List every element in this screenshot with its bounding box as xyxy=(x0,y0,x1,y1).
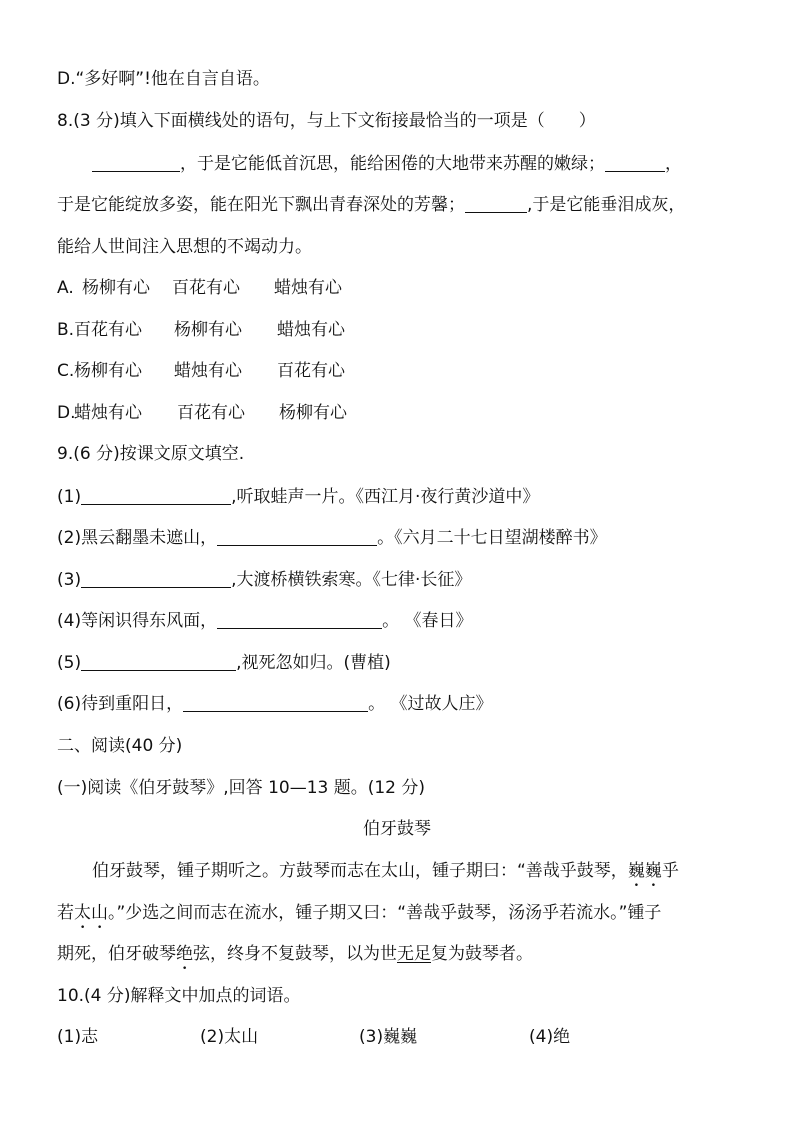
item-text: 。《六月二十七日望湖楼醉书》 xyxy=(377,528,607,548)
option-item: 杨柳有心 xyxy=(82,278,150,298)
passage-text: 弦，终身不复鼓琴，以为世 xyxy=(193,944,397,964)
answer-blank[interactable] xyxy=(92,154,180,172)
option-item: 杨柳有心 xyxy=(74,361,142,381)
answer-blank[interactable] xyxy=(217,528,377,546)
option-item: 蜡烛有心 xyxy=(74,403,142,423)
q10-stem: 10.(4 分)解释文中加点的词语。 xyxy=(57,986,301,1006)
option-item: 蜡烛有心 xyxy=(277,320,345,340)
option-item: 蜡烛有心 xyxy=(174,361,242,381)
item-number: (5) xyxy=(57,653,82,673)
item-text: ,听取蛙声一片。《西江月·夜行黄沙道中》 xyxy=(231,487,540,507)
option-item: 百花有心 xyxy=(172,278,240,298)
q8-stem: 8.(3 分)填入下面横线处的语句，与上下文衔接最恰当的一项是（ ） xyxy=(57,111,596,131)
dotted-word: 志 xyxy=(347,861,364,881)
q8-text: ， xyxy=(665,154,682,174)
q10-item: (3)巍巍 xyxy=(359,1027,418,1047)
passage-text: 乎 xyxy=(661,861,679,881)
q8-text: ，于是它能低首沉思，能给困倦的大地带来苏醒的嫩绿； xyxy=(180,154,605,174)
answer-blank[interactable] xyxy=(217,611,382,629)
passage-line-3 xyxy=(57,943,533,974)
item-text: 待到重阳日， xyxy=(81,694,184,714)
option-letter: C. xyxy=(57,361,75,381)
passage-text: 期死，伯牙破琴 xyxy=(57,944,176,964)
answer-blank[interactable] xyxy=(465,195,527,213)
item-number: (3) xyxy=(57,570,82,590)
passage-title: 伯牙鼓琴 xyxy=(363,819,431,839)
passage-line-2 xyxy=(57,902,661,933)
item-number: (6) xyxy=(57,694,82,714)
option-letter: A. xyxy=(57,278,74,298)
passage-line-1 xyxy=(92,860,679,891)
dotted-word: 巍巍 xyxy=(627,861,662,881)
q10-item: (1)志 xyxy=(57,1027,99,1047)
option-letter: D. xyxy=(57,403,76,423)
section-subtitle: (一)阅读《伯牙鼓琴》,回答 10—13 题。(12 分) xyxy=(57,778,426,798)
item-text: 。 《过故人庄》 xyxy=(368,694,493,714)
answer-blank[interactable] xyxy=(81,653,236,671)
option-item: 百花有心 xyxy=(177,403,245,423)
option-letter: B. xyxy=(57,320,75,340)
option-item: 百花有心 xyxy=(277,361,345,381)
q9-stem: 9.(6 分)按课文原文填空. xyxy=(57,444,245,464)
item-text: ,大渡桥横铁索寒。《七律·长征》 xyxy=(231,570,472,590)
section-title: 二、阅读(40 分) xyxy=(57,736,183,756)
item-text: 等闲识得东风面， xyxy=(81,611,218,631)
item-text: 黑云翻墨未遮山， xyxy=(81,528,218,548)
q9-item-4 xyxy=(57,610,473,632)
passage-text: 在太山，锺子期曰：“善哉乎鼓琴， xyxy=(364,861,628,881)
answer-blank[interactable] xyxy=(183,694,368,712)
q9-item-6 xyxy=(57,693,493,715)
passage-text: 伯牙鼓琴，锺子期听之。方鼓琴而 xyxy=(92,861,347,881)
passage-text: 若 xyxy=(57,903,74,923)
q7-option-d: D.“多好啊”!他在自言自语。 xyxy=(57,69,270,89)
q9-item-2 xyxy=(57,527,607,549)
q9-item-3 xyxy=(57,569,471,591)
option-item: 杨柳有心 xyxy=(174,320,242,340)
q8-text: ,于是它能垂泪成灰， xyxy=(527,195,686,215)
item-number: (1) xyxy=(57,487,82,507)
q8-paragraph-line-1 xyxy=(92,153,682,175)
answer-blank[interactable] xyxy=(81,487,231,505)
item-number: (2) xyxy=(57,528,82,548)
q9-item-1 xyxy=(57,486,539,508)
dotted-word: 绝 xyxy=(176,944,193,964)
passage-text: 复为鼓琴者。 xyxy=(431,944,533,964)
item-number: (4) xyxy=(57,611,82,631)
q10-item: (2)太山 xyxy=(200,1027,259,1047)
answer-blank[interactable] xyxy=(81,570,231,588)
q9-item-5 xyxy=(57,652,391,674)
answer-blank[interactable] xyxy=(605,154,665,172)
option-item: 杨柳有心 xyxy=(279,403,347,423)
q10-item: (4)绝 xyxy=(529,1027,571,1047)
underlined-word: 无足 xyxy=(397,944,431,964)
item-text: ,视死忽如归。(曹植) xyxy=(236,653,391,673)
option-item: 蜡烛有心 xyxy=(274,278,342,298)
q8-paragraph-line-3: 能给人世间注入思想的不竭动力。 xyxy=(57,237,312,257)
item-text: 。 《春日》 xyxy=(382,611,473,631)
dotted-word: 太山 xyxy=(74,903,108,923)
q8-text: 于是它能绽放多姿，能在阳光下飘出青春深处的芳馨； xyxy=(57,195,465,215)
passage-text: 。”少选之间而志在流水，锺子期又曰：“善哉乎鼓琴，汤汤乎若流水。”锺子 xyxy=(108,903,662,923)
option-item: 百花有心 xyxy=(74,320,142,340)
q8-paragraph-line-2 xyxy=(57,194,685,216)
